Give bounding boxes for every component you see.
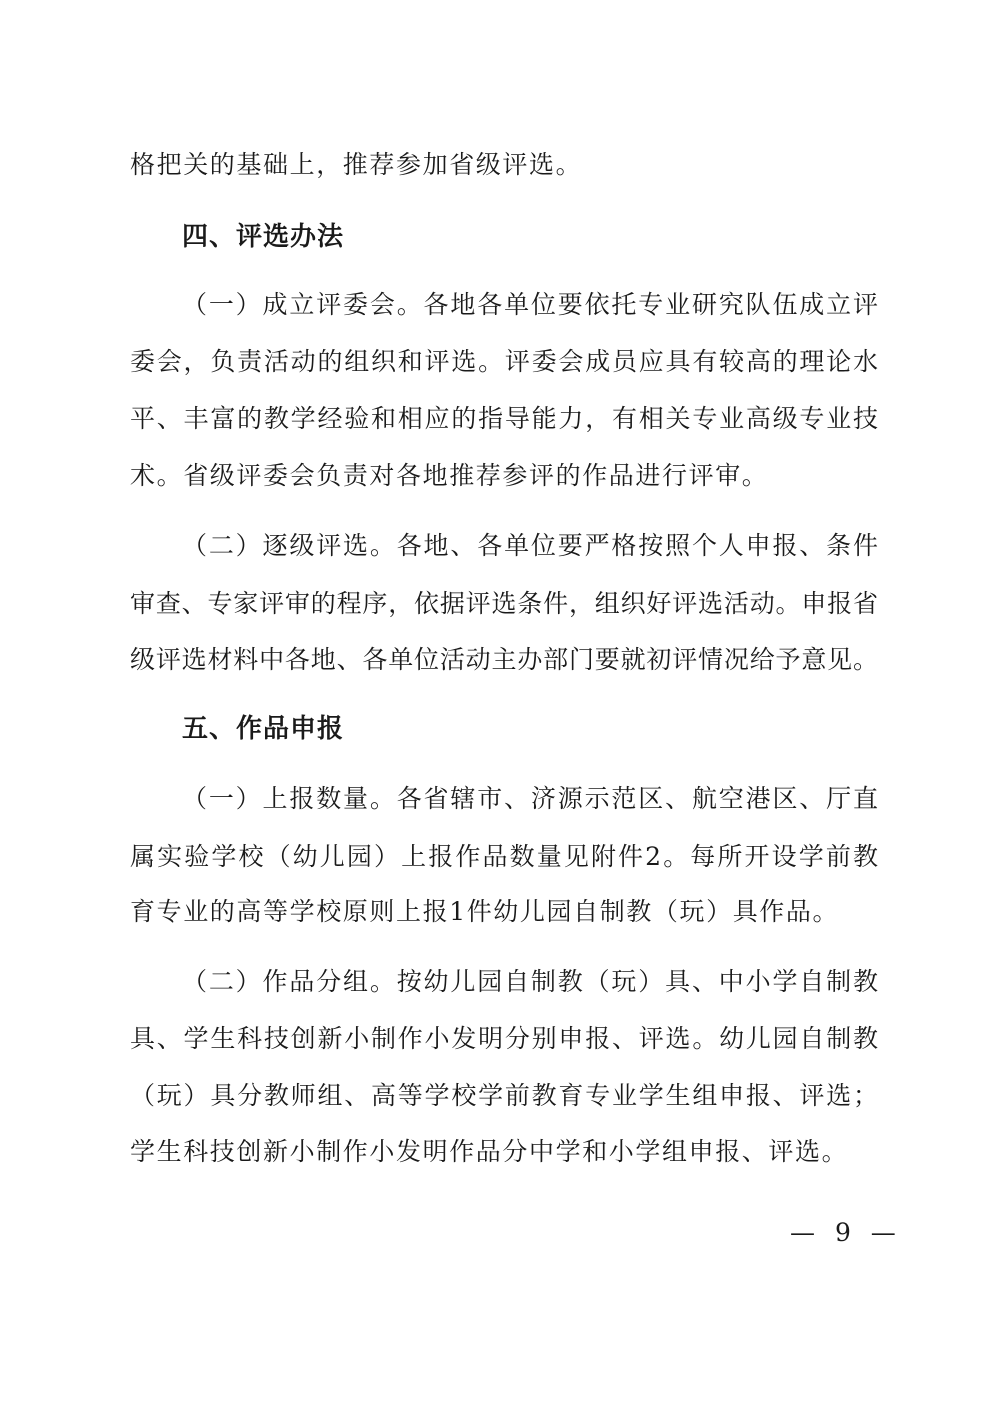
body-line: （二）作品分组。按幼儿园自制教（玩）具、中小学自制教: [182, 967, 878, 996]
body-line: （一）上报数量。各省辖市、济源示范区、航空港区、厅直: [182, 784, 878, 813]
body-line: 审查、专家评审的程序，依据评选条件，组织好评选活动。申报省: [130, 589, 878, 618]
body-line: 术。省级评委会负责对各地推荐参评的作品进行评审。: [130, 461, 769, 490]
body-line: 格把关的基础上，推荐参加省级评选。: [130, 150, 583, 179]
body-line: 学生科技创新小制作小发明作品分中学和小学组申报、评选。: [130, 1137, 849, 1166]
body-line: （一）成立评委会。各地各单位要依托专业研究队伍成立评: [182, 290, 878, 319]
body-line: （二）逐级评选。各地、各单位要严格按照个人申报、条件: [182, 531, 878, 560]
section-heading: 四、评选办法: [182, 222, 345, 252]
body-line: 属实验学校（幼儿园）上报作品数量见附件2。每所开设学前教: [130, 842, 878, 871]
body-line: 具、学生科技创新小制作小发明分别申报、评选。幼儿园自制教: [130, 1024, 878, 1053]
body-line: （玩）具分教师组、高等学校学前教育专业学生组申报、评选；: [130, 1081, 878, 1110]
body-line: 级评选材料中各地、各单位活动主办部门要就初评情况给予意见。: [130, 645, 878, 674]
body-line: 委会，负责活动的组织和评选。评委会成员应具有较高的理论水: [130, 347, 878, 376]
page-number: — 9 —: [790, 1218, 902, 1247]
body-line: 平、丰富的教学经验和相应的指导能力，有相关专业高级专业技: [130, 404, 878, 433]
body-line: 育专业的高等学校原则上报1件幼儿园自制教（玩）具作品。: [130, 897, 840, 926]
section-heading: 五、作品申报: [182, 714, 345, 744]
